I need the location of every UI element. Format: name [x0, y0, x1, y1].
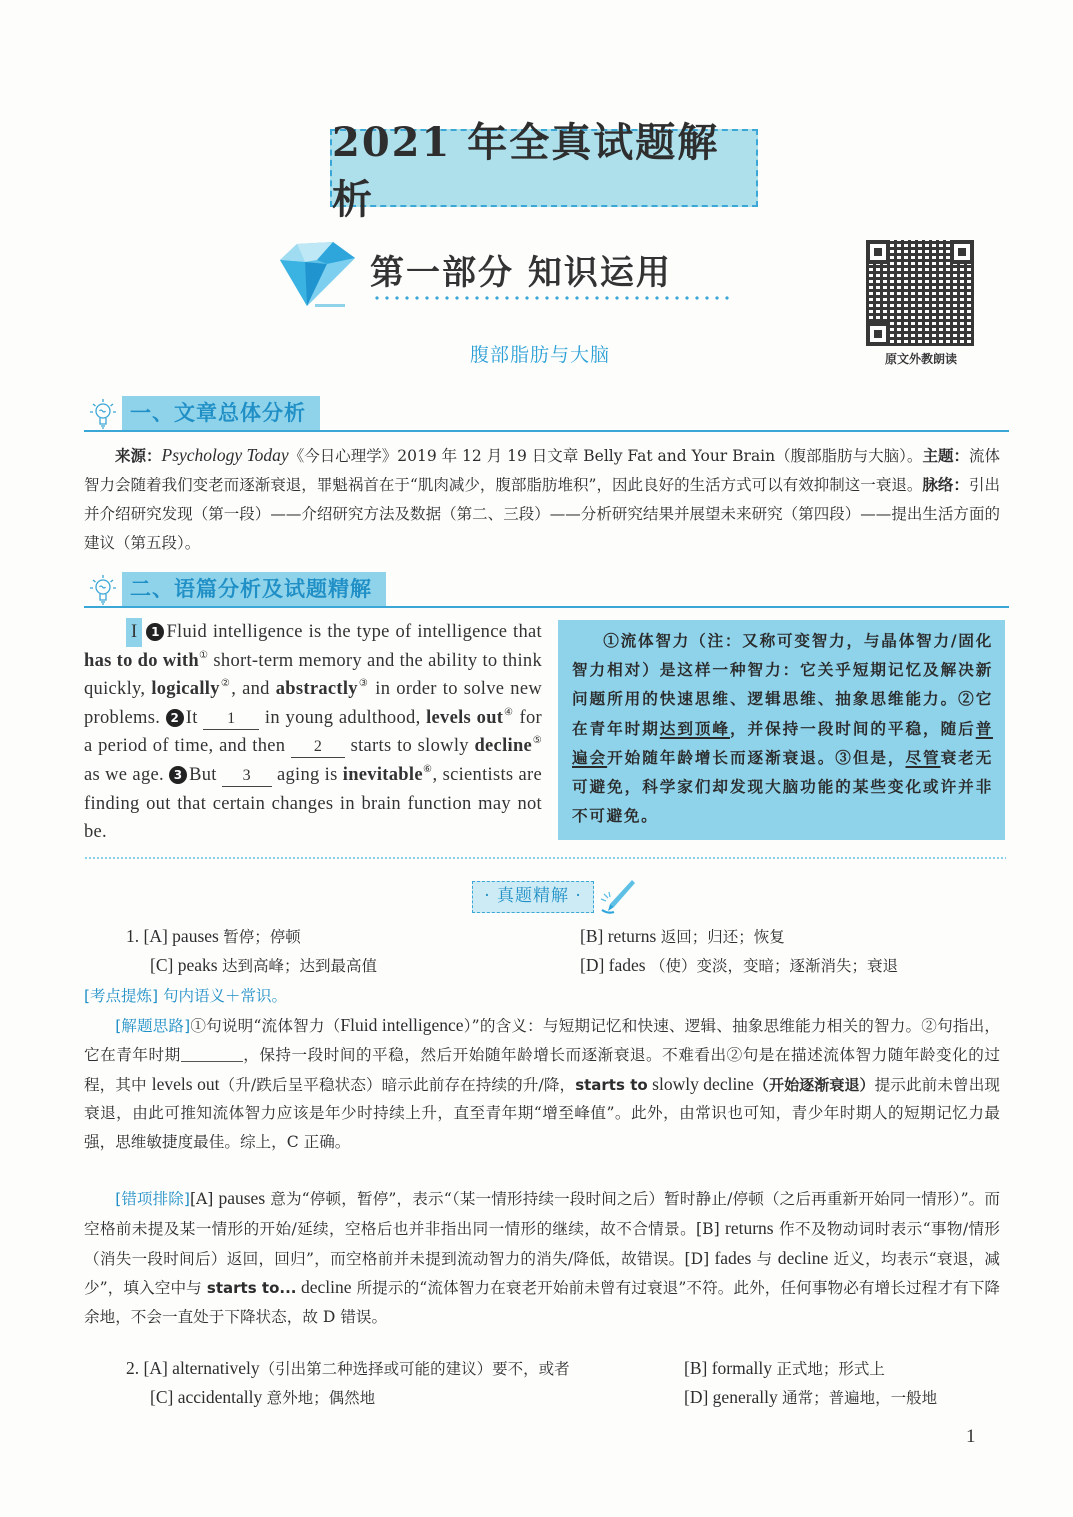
option-word: generally — [712, 1387, 778, 1407]
option-label: [D] — [580, 955, 605, 975]
passage-text: aging is — [271, 764, 343, 785]
elimination-text-en: decline — [296, 1277, 352, 1298]
source-text: 《今日心理学》2019 年 12 月 19 日文章 Belly Fat and Your Brain（腹部脂肪与大脑）。 — [288, 447, 923, 465]
lightbulb-icon — [88, 396, 118, 432]
q1-option-a — [126, 925, 301, 947]
elimination-text: 近义，均表示“衰退，减少”，填入空中与 — [84, 1249, 1001, 1298]
vocab-term: has to do with — [84, 650, 199, 671]
elimination-text-en: decline — [777, 1247, 829, 1268]
wrong-option-analysis — [84, 1184, 1000, 1332]
translation-text: ①流体智力（注：又称可变智力，与晶体智力/固化智力相对）是这样一种智力：它关乎短期记忆及解决新问题所用的快速思维、逻辑思维、抽象思维能力。②它在青年时期 — [572, 631, 993, 738]
reasoning-text: （升/跌后呈平稳状态）暗示此前存在持续的升/降， — [219, 1075, 576, 1094]
source-journal: Psychology Today — [161, 445, 289, 465]
key-point-label: [考点提炼] — [84, 987, 159, 1005]
option-label: [A] — [143, 926, 168, 946]
translation-key-phrase: 尽管 — [905, 747, 941, 767]
paragraph-number: I — [126, 618, 142, 647]
option-word: alternatively — [172, 1358, 260, 1378]
translation-text: ，并保持一段时间的平稳，随后 — [729, 718, 976, 738]
elimination-text: 所提示的“流体智力在衰老开始前未曾有过衰退”不符。此外，任何事物必有增长过程才有下降余地，不会一直处于下降状态，故 D 错误。 — [84, 1279, 1000, 1327]
structure-text: 引出并介绍研究发现（第一段）——介绍研究方法及数据（第二、三段）——分析研究结果并展望未来研究（第四段）——提出生活方面的建议（第五段）。 — [84, 476, 1000, 552]
english-passage — [84, 618, 542, 847]
option-word: returns — [607, 926, 657, 946]
footnote-marker: ② — [219, 678, 232, 690]
source-label: 来源： — [115, 447, 162, 465]
section-header-1 — [84, 392, 1009, 436]
question-number: 1. — [126, 926, 140, 946]
option-label: [D] — [684, 1387, 709, 1407]
vocab-term: decline — [474, 736, 533, 757]
elimination-text: 意为“停顿，暂停”，表示“（某一情形持续一段时间之后）暂时静止/停顿（之后再重新开始同一情形）”。而空格前未提及某一情形的开始/延续，空格后也并非指出同一情形的继续，故不合情景。[B] — [84, 1190, 1000, 1238]
footnote-marker: ④ — [503, 706, 514, 718]
section-title-2: 二、语篇分析及试题精解 — [122, 572, 386, 606]
vocab-term: inevitable — [342, 764, 423, 785]
sentence-number-2: 2 — [166, 709, 184, 727]
footnote-marker: ③ — [357, 678, 370, 690]
footnote-marker: ⑤ — [532, 735, 543, 747]
elimination-label: [错项排除] — [115, 1190, 190, 1208]
qr-code[interactable] — [866, 240, 974, 346]
option-meaning: 意外地；偶然地 — [266, 1389, 376, 1407]
diamond-icon — [275, 238, 365, 310]
blank-2: 2 — [291, 737, 345, 758]
footnote-marker: ① — [198, 649, 209, 661]
elimination-text-en: returns — [725, 1217, 774, 1238]
vocab-term: logically — [151, 679, 220, 700]
dotted-divider — [372, 296, 732, 300]
pen-icon — [598, 877, 638, 917]
reasoning-text-en: slowly decline — [647, 1073, 754, 1094]
option-word: peaks — [177, 955, 218, 975]
passage-text: , scientists are finding out that certain changes in brain function may not be. — [84, 764, 543, 843]
passage-text: starts to slowly — [344, 736, 475, 757]
reasoning-text-en: Fluid intelligence — [340, 1015, 464, 1035]
option-meaning: （引出第二种选择或可能的建议）要不，或者 — [259, 1360, 570, 1378]
translation-text: 衰老无可避免，科学家们却发现大脑功能的某些变化或许并非不可避免。 — [572, 747, 993, 826]
article-summary — [84, 441, 1000, 558]
q2-option-c — [150, 1386, 375, 1408]
q1-option-d — [580, 954, 898, 976]
option-label: [C] — [150, 955, 174, 975]
q1-option-b — [580, 925, 785, 947]
page-number: 1 — [966, 1426, 976, 1447]
theme-label: 主题： — [922, 447, 969, 465]
passage-text: as we age. — [84, 764, 170, 785]
solution-reasoning — [84, 1011, 1000, 1157]
qr-label: 原文外教朗读 — [884, 352, 957, 366]
reasoning-text: ，保持一段时间的平稳，然后开始随年龄增长而逐渐衰退。不难看出②句是在描述流体智力随年龄变化的过程，其中 — [84, 1045, 1000, 1094]
option-meaning: 通常；普遍地，一般地 — [782, 1389, 938, 1407]
structure-label: 脉络： — [922, 476, 969, 494]
footnote-marker: ⑥ — [422, 763, 433, 775]
passage-text: in young adulthood, — [259, 707, 427, 728]
passage-text: , and — [231, 679, 276, 700]
reasoning-bold: （开始逐渐衰退） — [753, 1075, 875, 1094]
q2-option-d — [684, 1386, 937, 1408]
passage-text: Fluid intelligence is the type of intelligence that — [166, 622, 542, 642]
translation-key-phrase: 普遍会 — [572, 718, 993, 767]
reasoning-text: ①句说明“流体智力（ — [190, 1017, 341, 1035]
article-title: 腹部脂肪与大脑 — [469, 344, 610, 366]
reasoning-text: ）”的含义：与短期记忆和快速、逻辑、抽象思维能力相关的智力。②句指出，它在青年时期 — [84, 1017, 1000, 1064]
option-word: fades — [608, 955, 646, 975]
translation-box — [558, 620, 1005, 840]
section-title-1: 一、文章总体分析 — [122, 396, 320, 430]
vocab-term: levels out — [426, 707, 504, 728]
blank-3: 3 — [222, 766, 272, 787]
section-rule — [84, 606, 1009, 608]
section-rule — [84, 430, 1009, 432]
question-number: 2. — [126, 1358, 140, 1378]
translation-text: 开始随年龄增长而逐渐衰退。③但是， — [607, 747, 906, 767]
part-title: 第一部分 知识运用 — [370, 253, 672, 293]
lightbulb-icon — [88, 572, 118, 608]
sentence-number-3: 3 — [169, 766, 187, 784]
passage-text: in order to solve new problems. — [84, 679, 543, 728]
key-point — [84, 982, 1000, 1011]
reasoning-text-en: levels out — [151, 1073, 220, 1094]
option-word: formally — [711, 1358, 772, 1378]
q1-option-c — [150, 954, 377, 976]
sentence-number-1: 1 — [146, 623, 164, 641]
option-word: accidentally — [177, 1387, 263, 1407]
elimination-bold: starts to... — [206, 1279, 297, 1298]
translation-key-phrase: 达到顶峰 — [659, 718, 730, 738]
option-meaning: 暂停；停顿 — [223, 928, 301, 946]
vocab-term: abstractly — [275, 679, 358, 700]
q2-option-a — [126, 1357, 570, 1379]
reasoning-bold: starts to — [575, 1075, 648, 1094]
elimination-text: 与 — [751, 1249, 778, 1268]
main-title: 2021 年全真试题解析 — [330, 129, 758, 207]
passage-text: It — [185, 707, 204, 728]
dotted-divider — [84, 857, 1006, 859]
passage-text: for a period of time, and then — [84, 707, 543, 757]
subsection-label: · 真题精解 · — [472, 881, 594, 913]
option-meaning: 达到高峰；达到最高值 — [221, 957, 377, 975]
blank-1: 1 — [203, 709, 259, 730]
q2-option-b — [684, 1357, 885, 1379]
passage-text: short-term memory and the ability to think quickly, — [84, 650, 542, 700]
option-label: [B] — [580, 926, 604, 946]
option-word: pauses — [172, 926, 219, 946]
option-meaning: （使）变淡，变暗；逐渐消失；衰退 — [649, 957, 898, 975]
reasoning-text: 提示此前未曾出现衰退，由此可推知流体智力应该是年少时持续上升，直至青年期“增至峰值”。此外，由常识也可知，青少年时期人的短期记忆力最强，思维敏捷度最佳。综上，C 正确。 — [84, 1075, 1000, 1152]
option-meaning: 返回；归还；恢复 — [660, 928, 785, 946]
passage-text: But — [189, 764, 222, 785]
option-meaning: 正式地；形式上 — [776, 1360, 885, 1378]
elimination-text: 作不及物动词时表示“事物/情形（消失一段时间后）返回，回归”，而空格前并未提到流动智力的消失/降低，故错误。[D] — [84, 1219, 1001, 1268]
section-header-2 — [84, 568, 1009, 612]
option-label: [C] — [150, 1387, 174, 1407]
inline-blank — [181, 1046, 243, 1062]
key-point-text: 句内语义＋常识。 — [158, 987, 288, 1005]
option-label: [B] — [684, 1358, 708, 1378]
elimination-text-en: fades — [714, 1247, 752, 1268]
theme-text: 流体智力会随着我们变老而逐渐衰退，罪魁祸首在于“肌肉减少，腹部脂肪堆积”，因此良好的生活方式可以有效抑制这一衰退。 — [84, 447, 1000, 494]
elimination-text: [A] — [189, 1190, 219, 1208]
reasoning-label: [解题思路] — [115, 1017, 191, 1035]
option-label: [A] — [143, 1358, 168, 1378]
elimination-text-en: pauses — [218, 1188, 266, 1208]
